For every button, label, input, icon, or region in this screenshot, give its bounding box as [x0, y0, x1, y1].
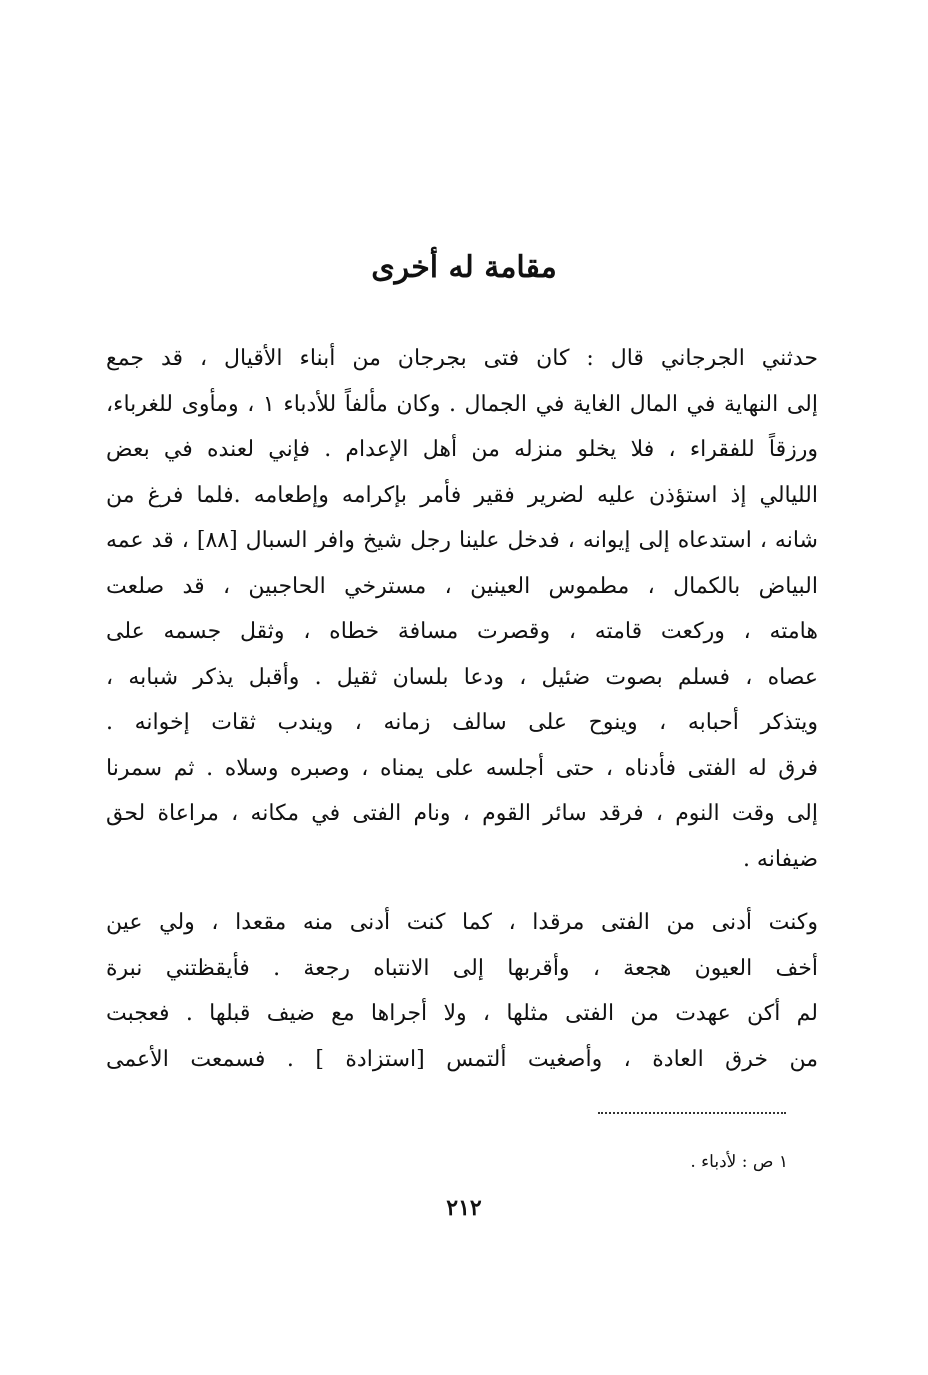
page-title: مقامة له أخرى	[371, 250, 557, 285]
text-line: من خرق العادة ، وأصغيت ألتمس [استزادة ] . فسمعت الأعمى	[106, 1046, 818, 1072]
text-line: إلى النهاية في المال الغاية في الجمال . وكان مألفاً للأدباء ١ ، ومأوى للغرباء،	[106, 391, 818, 417]
footnote-separator	[598, 1112, 786, 1114]
page-number: ٢١٢	[446, 1195, 482, 1221]
paragraph-2	[106, 900, 818, 1082]
paragraph-1	[106, 336, 818, 882]
footnote: ١ ص : لأدباء .	[690, 1152, 788, 1172]
text-line: ورزقاً للفقراء ، فلا يخلو منزله من أهل الإعدام . فإني لعنده في بعض	[106, 437, 818, 462]
text-line: ويتذكر أحبابه ، وينوح على سالف زمانه ، ويندب ثقات إخوانه .	[106, 710, 818, 735]
text-line: البياض بالكمال ، مطموس العينين ، مسترخي الحاجبين ، قد صلعت	[106, 573, 818, 599]
text-line: عصاه ، فسلم بصوت ضئيل ، ودعا بلسان ثقيل . وأقبل يذكر شبابه ،	[106, 664, 818, 690]
text-line: إلى وقت النوم ، فرقد سائر القوم ، ونام الفتى في مكانه ، مراعاة لحق	[106, 801, 818, 826]
text-line: شانه ، استدعاه إلى إيوانه ، فدخل علينا رجل شيخ وافر السبال [٨٨] ، قد عمه	[106, 528, 818, 553]
text-line: الليالي إذ استؤذن عليه لضرير فقير فأمر بإكرامه وإطعامه .فلما فرغ من	[106, 482, 818, 508]
text-line: ضيفانه .	[742, 846, 818, 872]
text-line: حدثني الجرجاني قال : كان فتى بجرجان من أبناء الأقيال ، قد جمع	[106, 346, 818, 371]
text-line: أخف العيون هجعة ، وأقربها إلى الانتباه رجعة . فأيقظتني نبرة	[106, 955, 818, 981]
text-line: فرق له الفتى فأدناه ، حتى أجلسه على يمناه ، وصبره وسلاه . ثم سمرنا	[106, 755, 818, 781]
text-line: هامته ، وركعت قامته ، وقصرت مسافة خطاه ، وثقل جسمه على	[106, 619, 818, 644]
text-line: وكنت أدنى من الفتى مرقدا ، كما كنت أدنى منه مقعدا ، ولي عين	[106, 910, 818, 935]
text-line: لم أكن عهدت من الفتى مثلها ، ولا أجراها مع ضيف قبلها . فعجبت	[106, 1001, 818, 1026]
